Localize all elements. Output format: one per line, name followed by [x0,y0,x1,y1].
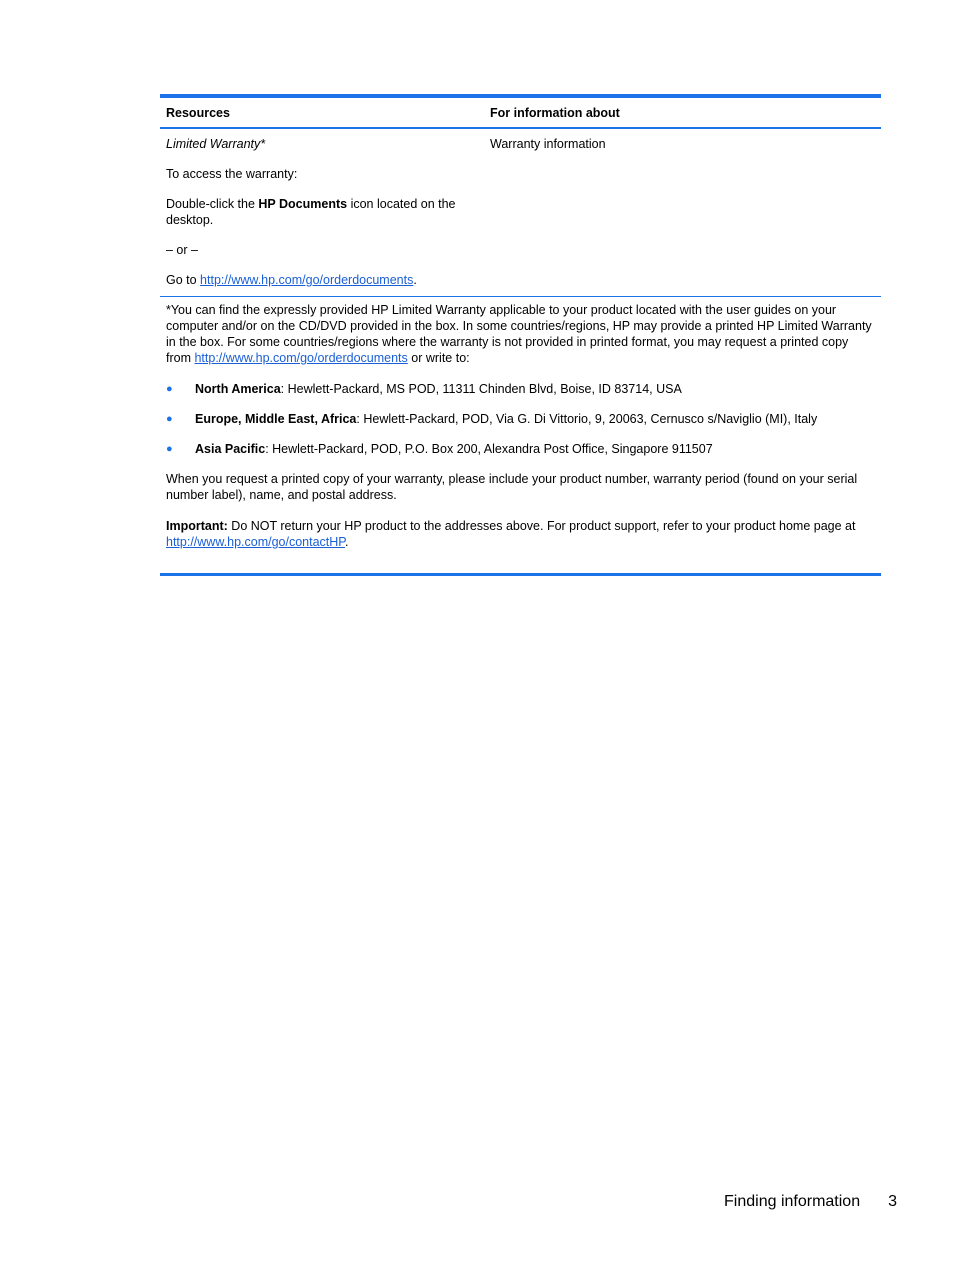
resources-table [160,94,881,576]
bullet-icon: ● [166,443,173,455]
list-item: ● Europe, Middle East, Africa: Hewlett-Packard, POD, Via G. Di Vittorio, 9, 20063, Cernusco s/Naviglio (MI), Italy [166,412,818,426]
footer-section-title: Finding information [724,1193,861,1210]
resource-cell [160,136,484,288]
page-number: 3 [888,1193,897,1210]
header-resources: Resources [166,105,230,120]
contacthp-link[interactable]: http://www.hp.com/go/contactHP [166,535,346,549]
page-footer [724,1192,897,1212]
note-intro: *You can find the expressly provided HP Limited Warranty applicable to your product located with the user guides on your computer and/or on the CD/DVD provided in the box. In some countries/regions, HP may provide a printed HP Limited Warranty in the box. For some countries/regions where the warranty is not provided in printed format, you may request a printed copy from http://www.hp.com/go/orderdocuments or write to: [166,303,872,365]
info-cell: Warranty information [490,137,606,151]
list-item: ● North America: Hewlett-Packard, MS POD, 11311 Chinden Blvd, Boise, ID 83714, USA [166,382,682,396]
important-text: Important: Do NOT return your HP product to the addresses above. For product support, refer to your product home page at http://www.hp.com/go/contactHP. [166,519,856,549]
orderdocuments-link[interactable]: http://www.hp.com/go/orderdocuments [200,273,414,287]
header-info-about: For information about [490,105,620,120]
table-header [160,98,881,129]
bullet-icon: ● [166,413,173,425]
warranty-note [160,297,881,573]
double-click-text: Double-click the HP Documents icon located on the desktop. [166,197,456,227]
note-orderdocuments-link[interactable]: http://www.hp.com/go/orderdocuments [194,351,408,365]
goto-text: Go to http://www.hp.com/go/orderdocuments. [166,273,417,287]
or-separator: – or – [166,243,198,257]
list-item: ● Asia Pacific: Hewlett-Packard, POD, P.O. Box 200, Alexandra Post Office, Singapore 911507 [166,442,713,456]
address-list [166,381,875,457]
resource-title: Limited Warranty* [166,137,266,151]
table-row [160,129,881,297]
bullet-icon: ● [166,383,173,395]
access-text: To access the warranty: [166,167,298,181]
request-text: When you request a printed copy of your warranty, please include your product number, warranty period (found on your serial number label), name, and postal address. [166,472,858,502]
